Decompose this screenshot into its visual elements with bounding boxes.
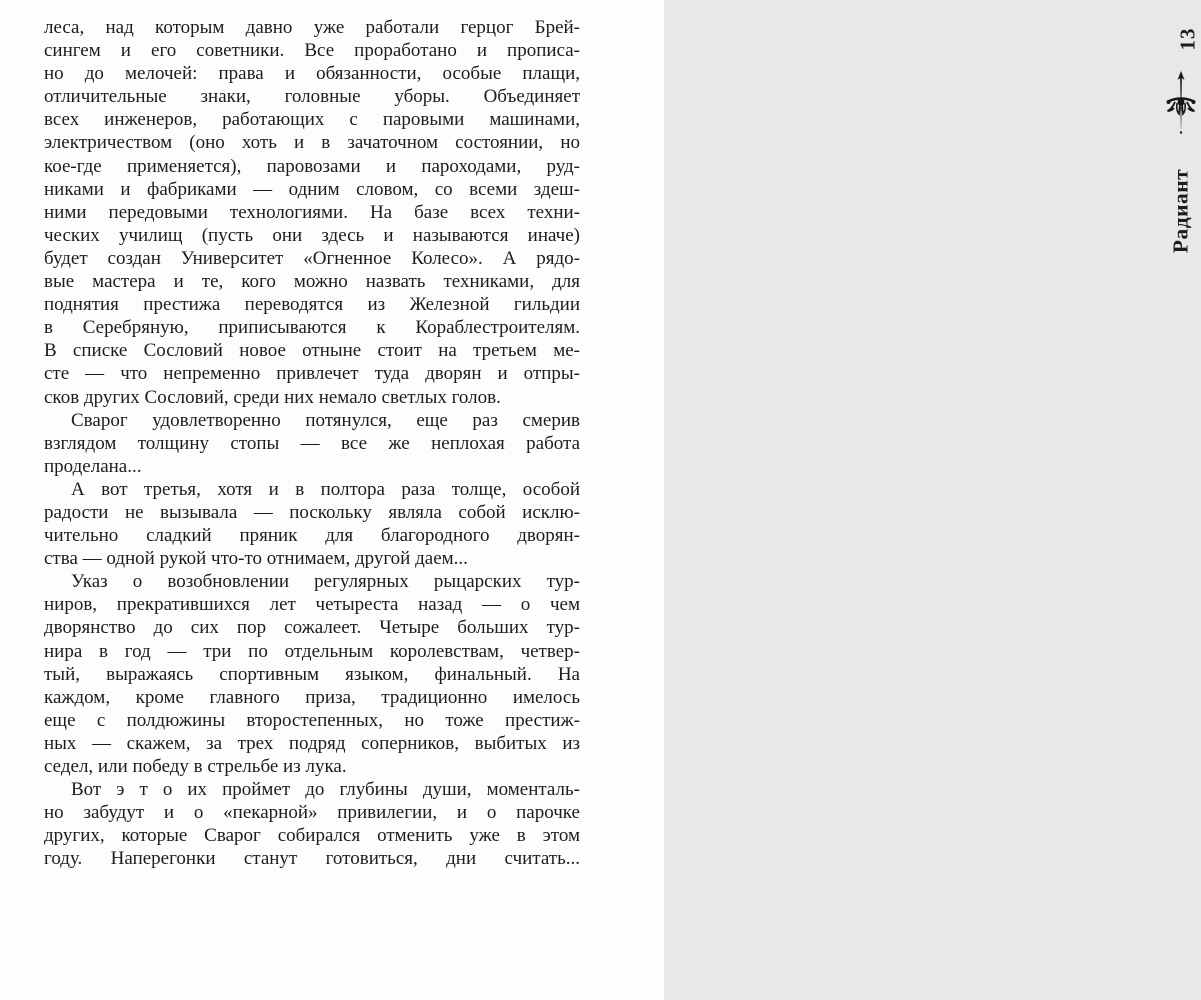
text-line: других, которые Сварог собирался отменить уже в этом	[44, 825, 580, 847]
text-line: нира в год — три по отдельным королевствам, четвер-	[44, 640, 580, 662]
text-line: ства — одной рукой что-то отнимаем, другой даем...	[44, 548, 468, 570]
text-line: каждом, кроме главного приза, традиционно имелось	[44, 686, 580, 708]
text-line: сков других Сословий, среди них немало светлых голов.	[44, 386, 501, 408]
text-line: всех инженеров, работающих с паровыми машинами,	[44, 109, 580, 131]
text-line: вые мастера и те, кого можно назвать техниками, для	[44, 271, 580, 293]
text-line: электричеством (оно хоть и в зачаточном состоянии, но	[44, 132, 580, 154]
text-line: но до мелочей: права и обязанности, особые плащи,	[44, 63, 580, 85]
text-line: поднятия престижа переводятся из Железной гильдии	[44, 294, 580, 316]
text-line: в Серебряную, приписываются к Кораблестроителям.	[44, 317, 580, 339]
text-line: чительно сладкий пряник для благородного дворян-	[44, 525, 580, 547]
text-line: В списке Сословий новое отныне стоит на третьем ме-	[44, 340, 580, 362]
text-line: ними передовыми технологиями. На базе всех техни-	[44, 201, 580, 223]
text-line: но забудут и о «пекарной» привилегии, и о парочке	[44, 802, 580, 824]
text-line: будет создан Университет «Огненное Колесо». А рядо-	[44, 247, 580, 269]
text-line: еще с полдюжины второстепенных, но тоже престиж-	[44, 709, 580, 731]
text-line: седел, или победу в стрельбе из лука.	[44, 756, 347, 777]
page-text	[44, 16, 580, 870]
text-line: дворянство до сих пор сожалеет. Четыре больших тур-	[44, 617, 580, 639]
page-number: 13	[1175, 27, 1200, 51]
text-line: Указ о возобновлении регулярных рыцарских тур-	[71, 571, 580, 593]
text-line: отличительные знаки, головные уборы. Объединяет	[44, 86, 580, 108]
running-title: Радиант	[1168, 168, 1193, 254]
text-line: тый, выражаясь спортивным языком, финальный. На	[44, 663, 580, 685]
sword-ornament-icon	[1165, 71, 1197, 139]
text-line: году. Наперегонки станут готовиться, дни считать...	[44, 848, 580, 870]
text-line: проделана...	[44, 455, 142, 477]
text-line: взглядом толщину стопы — все же неплохая работа	[44, 432, 580, 454]
text-line: кое-где применяется), паровозами и пароходами, руд-	[44, 155, 580, 177]
text-line: леса, над которым давно уже работали герцог Брей-	[44, 17, 580, 38]
text-line: ниров, прекратившихся лет четыреста назад — о чем	[44, 594, 580, 616]
text-line: никами и фабриками — одним словом, со всеми здеш-	[44, 178, 580, 200]
text-line: ных — скажем, за трех подряд соперников, выбитых из	[44, 732, 580, 754]
text-line: А вот третья, хотя и в полтора раза толще, особой	[71, 478, 580, 500]
text-line: Вот э т о их проймет до глубины души, моменталь-	[71, 779, 580, 801]
text-line: радости не вызывала — поскольку являла собой исклю-	[44, 501, 580, 523]
text-line: сте — что непременно привлечет туда дворян и отпры-	[44, 363, 580, 385]
text-line: Сварог удовлетворенно потянулся, еще раз смерив	[71, 409, 580, 431]
text-line: сингем и его советники. Все проработано и прописа-	[44, 40, 580, 62]
page-margin	[580, 0, 1200, 1000]
text-line: ческих училищ (пусть они здесь и называются иначе)	[44, 224, 580, 246]
